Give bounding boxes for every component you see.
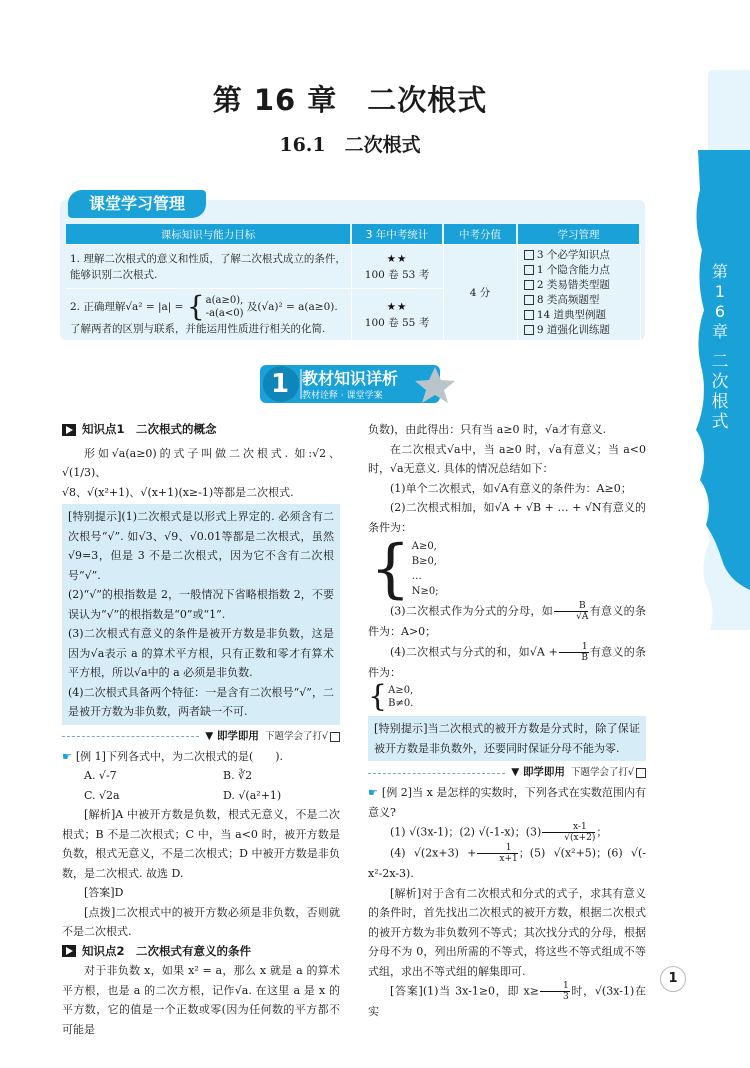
banner-title: 教材知识详析 <box>302 369 399 388</box>
checklist-item[interactable]: 8 类高频题型 <box>522 293 636 308</box>
section-title: 16.1 二次根式 <box>279 134 421 156</box>
kp1-text: 形如√a(a≥0)的式子叫做二次根式. 如:√2、√(1/3)、 <box>62 446 340 479</box>
knowledge-point-2-title: 知识点2 二次根式有意义的条件 <box>62 942 340 962</box>
example-2-items-2: (4) √(2x+3) + $\frac{1}{x+1}$ ；(5) √(x²+5)；(6) √(-x²-2x-3). <box>368 843 646 880</box>
checklist-item[interactable]: 1 个隐含能力点 <box>522 263 636 278</box>
example-1-options: A. √-7 B. ∛2 <box>84 769 253 782</box>
example-2-answer: [答案](1)当 3x-1≥0，即 x≥ $\frac{1}{3}$ 时，√(3x-1)在实 <box>368 981 646 1018</box>
checklist <box>517 245 640 341</box>
right-p1: 负数)，由此得出：只有当 a≥0 时，√a才有意义. <box>368 423 607 436</box>
special-tip-1: [特别提示](1)二次根式是以形式上界定的. 必须含有二次根号“√”. 如√3、√9、√0.01等都是二次根式，虽然√9=3，但是 3 不是二次根式，因为它不含有二次根号“√”. (2)“√”的根指数是 2，一般情况下省略根指数 2，不要误认为“√”的根指数是“0”或“1”. (3)二次根式有意义的条件是被开方数是非负数，这是因为√a表示 a 的算术平方根，只有正数和零才有算术平方根，所以√a中的 a 必须是非负数. (4)二次根式具备两个特征：一是含有二次根号“√”，二是被开方数为非负数，两者缺一不可. <box>62 504 340 725</box>
example-2-question: ☛ [例 2]当 x 是怎样的实数时，下列各式在实数范围内有意义? <box>368 786 646 819</box>
example-1-note: [点拨]二次根式中的被开方数必须是非负数，否则就不是二次根式. <box>62 905 340 938</box>
pointer-icon: ☛ <box>62 749 72 763</box>
side-tab-topic: 二次根式 <box>711 352 729 432</box>
right-p5: (3)二次根式作为分式的分母，如 $\frac{B}{√A}$ 有意义的条件为：A>0； <box>368 601 646 638</box>
kp2-text: 对于非负数 x，如果 x² = a，那么 x 就是 a 的算术平方根，也是 a 的二次方根，记作√a. 在这里 a 是 x 的平方数，它的值是一个正数或零(因为任何数的平方都不可能是 <box>62 964 340 1036</box>
right-p6: (4)二次根式与分式的和，如√A + $\frac{1}{B}$ 有意义的条件为： <box>368 641 647 679</box>
right-column <box>368 420 646 1022</box>
header-goals: 课标知识与能力目标 <box>66 224 351 245</box>
stat2-text: 100 卷 55 考 <box>364 316 430 329</box>
goal-1: 1. 理解二次根式的意义和性质，了解二次根式成立的条件，能够识别二次根式. <box>66 245 351 289</box>
header-stats: 3 年中考统计 <box>351 224 443 245</box>
left-column: 知识点1 二次根式的概念 形如√a(a≥0)的式子叫做二次根式. 如:√2、√(1/3)、 √8、√(x²+1)、√(x+1)(x≥-1)等都是二次根式. [特别提示](1)二次根式是以形式上界定的. 必须含有二次根号“√”. 如√3、√9、√0.01等都是二次根式，虽然√9=3，但是 3 不是二次根式，因为它不含有二次根号“√”. (2)“√”的根指数是 2，一般情况下省略根指数 2，不要误认为“√”的根指数是“0”或“1”. (3)二次根式有意义的条件是被开方数是非负数，这是因为√a表示 a 的算术平方根，只有正数和零才有算术平方根，所以√a中的 a 必须是非负数. (4)二次根式具备两个特征：一是含有二次根号“√”，二是被开方数为非负数，两者缺一不可. ▼ 即学即用 下题学会了打√ ☛ [例 1]下列各式中，为二次根式的是( ). A. √-7 B. ∛2 C. √2a D. √(a²+1) [解析]A 中被开方数是负数，根式无意义，不是二次根式；B 不是二次根式；C 中，当 a<0 时，被开方数是负数，根式无意义，不是二次根式；D 中被开方数是非负数，是二次根式. 故选 D. [答案]D [点拨]二次根式中的被开方数必须是非负数，否则就不是二次根式. 知识点2 二次根式有意义的条件 对于非负数 x，如果 x² = a，那么 x 就是 a 的算术平方根，也是 a 的二次方根，记作√a. 在这里 a 是 x 的平方数，它的值是一个正数或零(因为任何数的平方都不可能是 <box>62 420 340 1039</box>
goal-2: 2. 正确理解√a² = |a| = { a(a≥0), -a(a<0) 及(√a)² = a(a≥0). 了解两者的区别与联系，并能运用性质进行相关的化简. <box>66 289 351 341</box>
play-icon <box>62 945 76 957</box>
side-tab-chapter: 第16章 <box>711 262 728 341</box>
checklist-item[interactable]: 9 道强化训练题 <box>522 323 636 338</box>
banner-number: 1 <box>270 369 290 399</box>
practice-divider: ▼ 即学即用 下题学会了打√ <box>368 763 646 783</box>
management-table <box>66 224 641 341</box>
page-number: 1 <box>660 966 686 992</box>
checklist-item[interactable]: 14 道典型例题 <box>522 308 636 323</box>
example-1-question: ☛ [例 1]下列各式中，为二次根式的是( ). <box>62 749 284 763</box>
example-2-items-1: (1) √(3x-1)；(2) √(-1-x)；(3) $\frac{x-1}{√(x+2)}$ ； <box>390 822 608 843</box>
score-value: 4 分 <box>443 245 517 341</box>
play-icon <box>62 424 76 436</box>
condition-system-1: { A≥0, B≥0, … N≥0; <box>370 532 439 606</box>
practice-divider: ▼ 即学即用 下题学会了打√ <box>62 727 340 747</box>
special-tip-2: [特别提示]当二次根式的被开方数是分式时，除了保证被开方数是非负数外，还要同时保证分母不能为零. <box>368 716 646 761</box>
right-p2: 在二次根式√a中，当 a≥0 时，√a有意义；当 a<0 时，√a无意义. 具体的情况总结如下： <box>368 442 646 475</box>
chapter-title: 第 16 章 二次根式 <box>212 83 488 117</box>
header-score: 中考分值 <box>443 224 517 245</box>
stat2-stars: ★★ <box>386 300 408 313</box>
right-p4: (2)二次根式相加，如√A + √B + … + √N有意义的条件为： <box>368 501 646 534</box>
example-1-answer: [答案]D <box>84 886 124 899</box>
checklist-item[interactable]: 2 类易错类型题 <box>522 278 636 293</box>
header-manage: 学习管理 <box>517 224 640 245</box>
banner-subtitle: 教材诠释 · 课堂学案 <box>302 391 383 401</box>
side-tab-text <box>702 262 738 432</box>
check-box[interactable] <box>330 732 340 742</box>
stat1-text: 100 卷 53 考 <box>364 268 430 281</box>
checklist-item[interactable]: 3 个必学知识点 <box>522 248 636 263</box>
kp1-text-2: √8、√(x²+1)、√(x+1)(x≥-1)等都是二次根式. <box>62 485 294 499</box>
example-1-analysis: [解析]A 中被开方数是负数，根式无意义，不是二次根式；B 不是二次根式；C 中，当 a<0 时，被开方数是负数，根式无意义，不是二次根式；D 中被开方数是非负数，是二次根式. 故选 D. <box>62 808 340 880</box>
condition-system-2: { A≥0, B≠0. <box>368 679 414 714</box>
example-2-analysis: [解析]对于含有二次根式和分式的式子，求其有意义的条件时，首先找出二次根式的被开方数，根据二次根式的被开方数为非负数列不等式；其次找分式的分母，根据分母不为 0，列出所需的不等式，将这些不等式组成不等式组，求出不等式组的解集即可. <box>368 886 646 978</box>
stat1-stars: ★★ <box>386 252 408 265</box>
right-p3: (1)单个二次根式，如√A有意义的条件为：A≥0； <box>390 481 632 495</box>
management-label: 课堂学习管理 <box>68 190 206 218</box>
pointer-icon: ☛ <box>368 786 378 799</box>
knowledge-point-1-title: 知识点1 二次根式的概念 <box>62 420 340 440</box>
check-box[interactable] <box>636 768 646 778</box>
